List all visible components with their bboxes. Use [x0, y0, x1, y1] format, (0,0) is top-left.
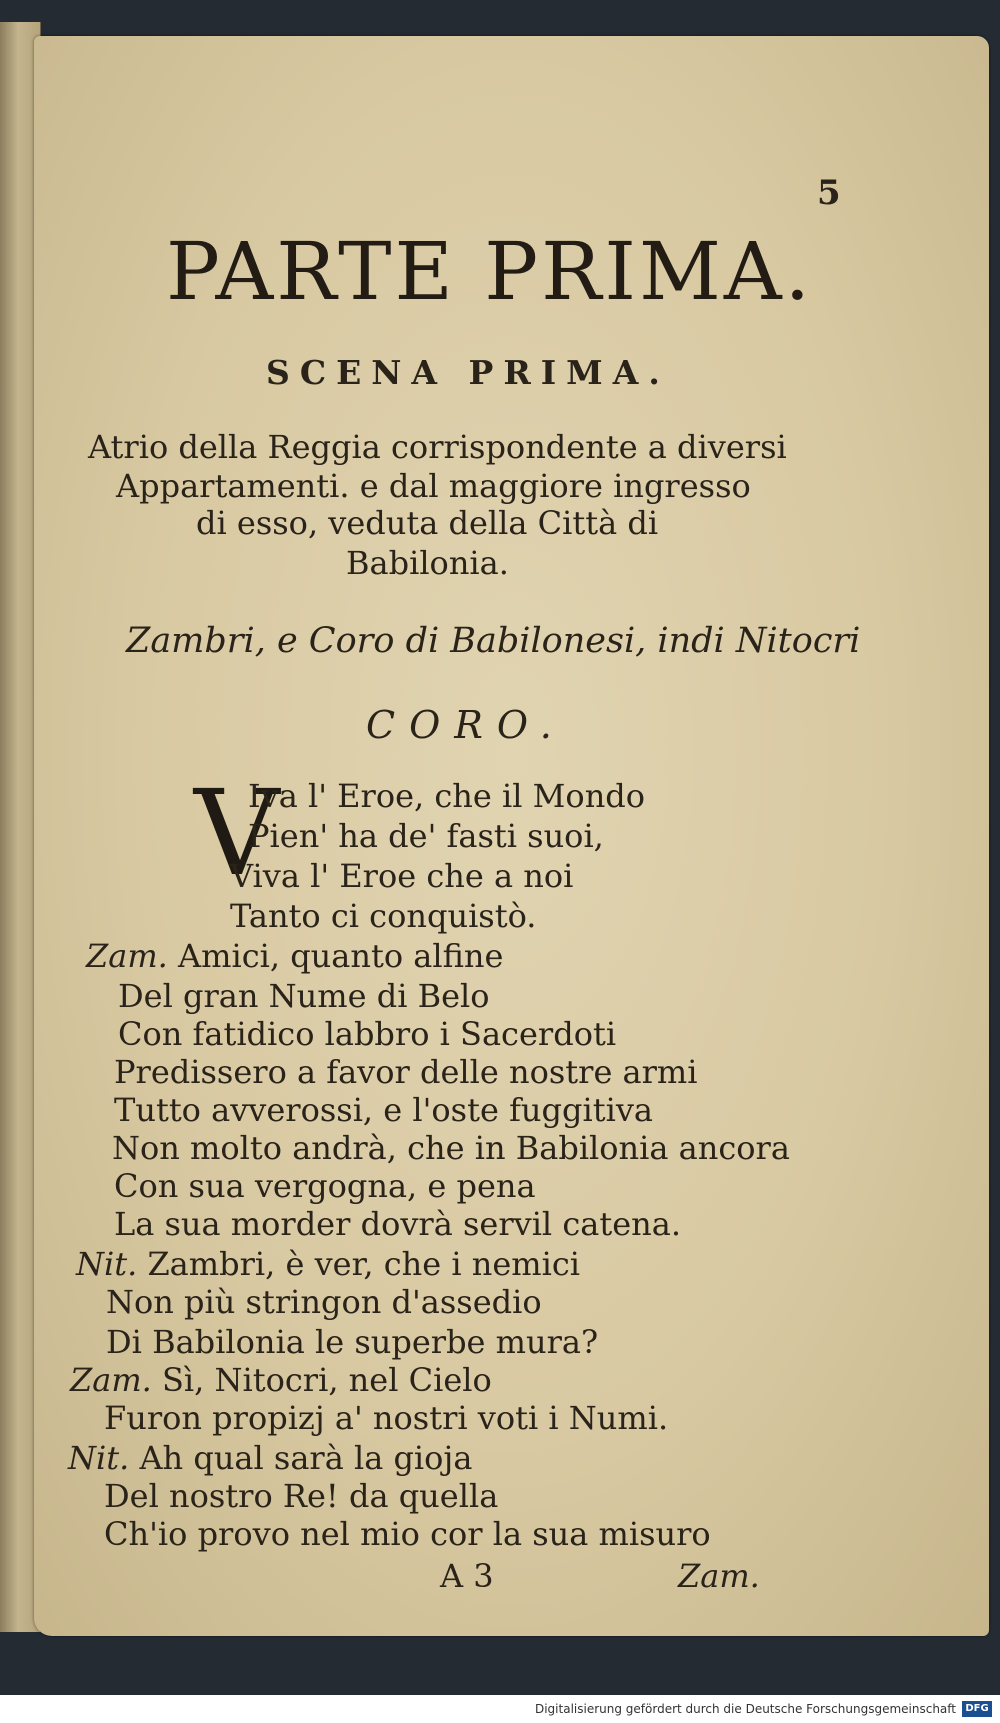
verse-text: Viva l' Eroe che a noi [230, 857, 574, 895]
page-number: 5 [817, 173, 841, 213]
verse-line [248, 817, 604, 855]
setting-line: Appartamenti. e dal maggiore ingresso [116, 467, 751, 505]
setting-line: Atrio della Reggia corrispondente a diversi [88, 428, 787, 466]
verse-text: Del gran Nume di Belo [118, 977, 490, 1015]
verse-line [68, 1439, 473, 1477]
verse-text: Ch'io provo nel mio cor la sua misuro [104, 1515, 711, 1553]
verse-text: Predissero a favor delle nostre armi [114, 1053, 698, 1091]
speaker-label: Zam. [70, 1361, 152, 1399]
catchword: Zam. [678, 1557, 760, 1595]
page-title: PARTE PRIMA. [166, 225, 814, 318]
verse-line [104, 1477, 499, 1515]
verse-line [248, 777, 646, 815]
verse-text: Amici, quanto alfine [178, 937, 504, 975]
verse-line [230, 897, 537, 935]
verse-line [114, 1205, 681, 1243]
verse-line [104, 1515, 711, 1553]
verse-text: Con fatidico labbro i Sacerdoti [118, 1015, 617, 1053]
verse-line [118, 977, 490, 1015]
book-page [34, 36, 989, 1636]
verse-line [114, 1053, 698, 1091]
speaker-label: Nit. [76, 1245, 138, 1283]
setting-line: di esso, veduta della Città di [196, 504, 659, 542]
verse-line [104, 1399, 669, 1437]
footer-credit: Digitalisierung gefördert durch die Deutsche Forschungsgemeinschaft [534, 1702, 956, 1716]
verse-text: Tutto avverossi, e l'oste fuggitiva [114, 1091, 653, 1129]
verse-text: La sua morder dovrà servil catena. [114, 1205, 681, 1243]
verse-text: Non più stringon d'assedio [106, 1283, 542, 1321]
speaker-label: Nit. [68, 1439, 130, 1477]
verse-line [86, 937, 504, 975]
verse-text: Ah qual sarà la gioja [139, 1439, 473, 1477]
setting-line: Babilonia. [346, 544, 509, 582]
drop-cap-initial: V [194, 764, 280, 902]
digitization-footer [0, 1695, 1000, 1723]
verse-line [106, 1323, 599, 1361]
speaker-label: Zam. [86, 937, 168, 975]
verse-line [230, 857, 574, 895]
verse-line [70, 1361, 492, 1399]
character-list: Zambri, e Coro di Babilonesi, indi Nitocri [126, 621, 861, 661]
verse-text: Zambri, è ver, che i nemici [147, 1245, 581, 1283]
chorus-heading: CORO. [366, 703, 566, 747]
verse-text: Iva l' Eroe, che il Mondo [248, 777, 646, 815]
verse-text: Di Babilonia le superbe mura? [106, 1323, 599, 1361]
verse-line [118, 1015, 617, 1053]
verse-text: Del nostro Re! da quella [104, 1477, 499, 1515]
verse-text: Non molto andrà, che in Babilonia ancora [112, 1129, 790, 1167]
verse-text: Con sua vergogna, e pena [114, 1167, 536, 1205]
signature-mark: A 3 [440, 1557, 494, 1595]
verse-line [114, 1167, 536, 1205]
verse-line [112, 1129, 790, 1167]
verse-text: Furon propizj a' nostri voti i Numi. [104, 1399, 669, 1437]
verse-line [106, 1283, 542, 1321]
verse-line [114, 1091, 653, 1129]
scene-heading: SCENA PRIMA. [266, 353, 670, 392]
verse-text: Sì, Nitocri, nel Cielo [162, 1361, 492, 1399]
verse-text: Pien' ha de' fasti suoi, [248, 817, 604, 855]
dfg-logo: DFG [962, 1701, 992, 1717]
verse-text: Tanto ci conquistò. [230, 897, 537, 935]
verse-line [76, 1245, 581, 1283]
